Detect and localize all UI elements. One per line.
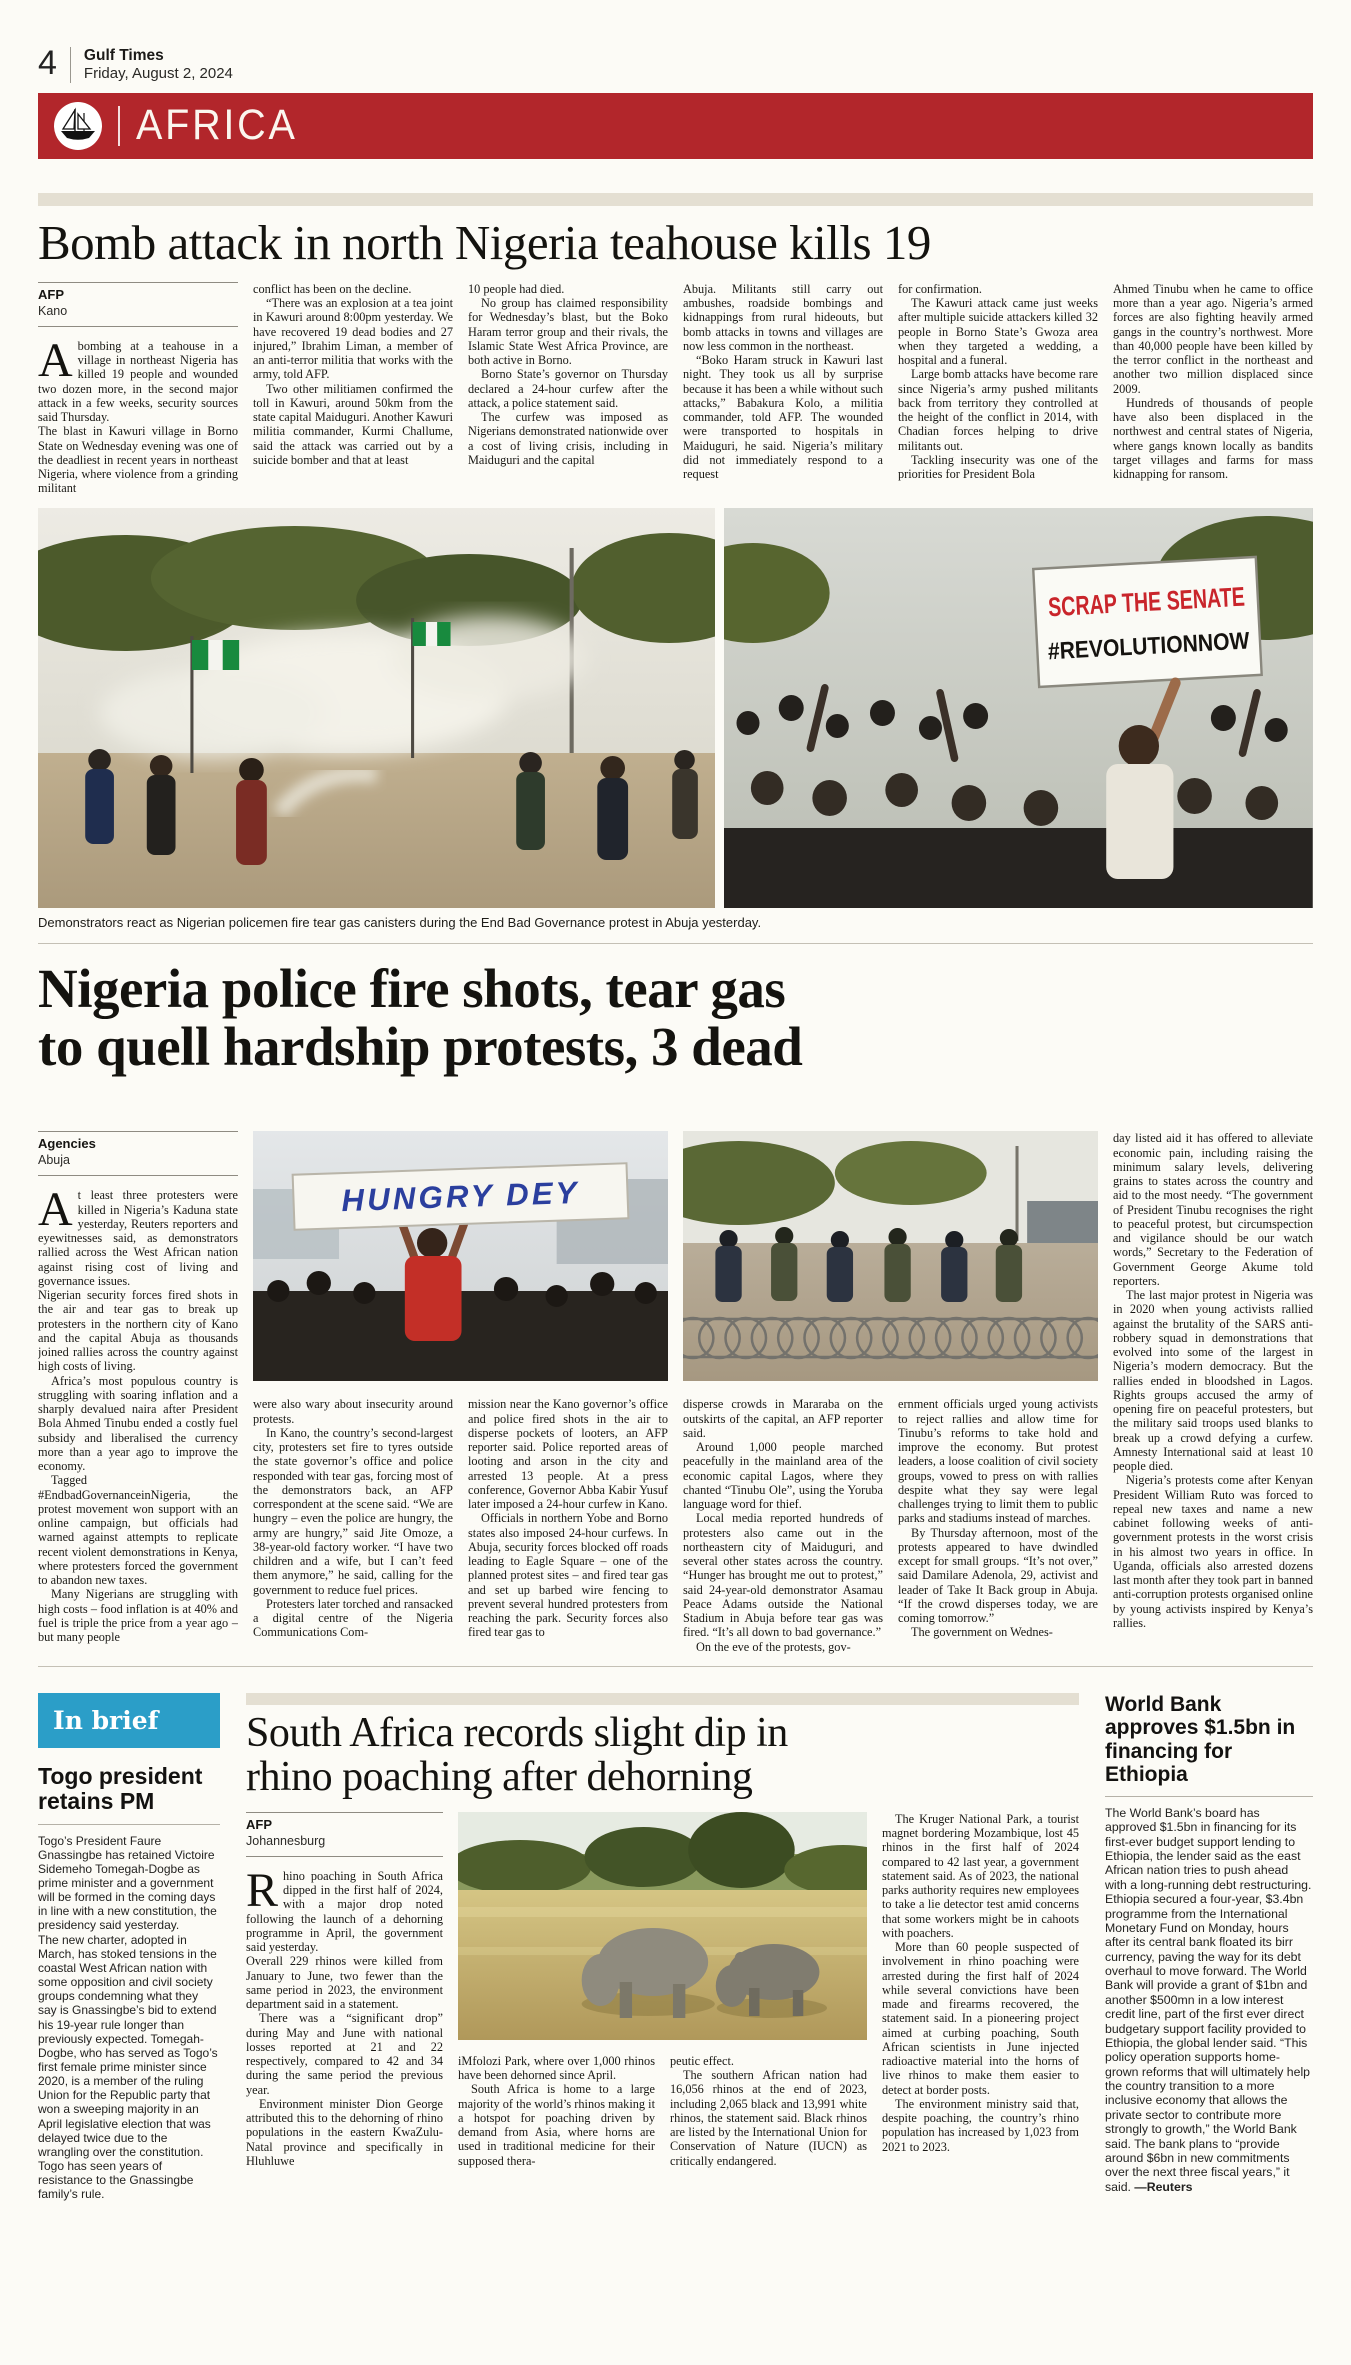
article4-text: The World Bank’s board has approved $1.5bn in financing for its first-ever budget support lending to Ethiopia, the lender said as the east African nation tries to push ahead with a long-running debt restructuring. Ethiopia secured a four-year, $3.4bn programme from the International Monetary Fund on Monday, hours after its central bank floated its birr currency, paving the way for its debt overhaul to move forward. The World Bank will provide a grant of $1bn and another $500mn in a low interest credit line, part of the first ever direct budgetary support facility provided to Ethiopia, the global lender said. “This policy operation supports home-grown reforms that will ultimately help the country transition to a more inclusive economy that allows the private sector to contribute more strongly to growth,” the World Bank said. The bank plans to “provide around $6bn in new commitments over the next three fiscal years,” it said.	[1105, 1805, 1312, 2194]
byline-city: Abuja	[38, 1153, 70, 1168]
article1-col5: for confirmation. The Kawuri attack came just weeks after multiple suicide attackers killed 32 people in Borno State’s Gwoza area when they targeted a wedding, a hospital and a funeral. Large bomb attacks have become rare since Nigeria’s army pushed militants back from territory they controlled at the height of the conflict in 2014, with Chadian forces helping to drive militants out. Tackling insecurity was one of the priorities for President Bola	[898, 281, 1098, 482]
article-bomb-attack	[38, 215, 1313, 931]
paper-name: Gulf Times	[83, 47, 164, 64]
article-world-bank	[1105, 1693, 1313, 2292]
article3-columns	[246, 1812, 1079, 2168]
byline	[246, 1812, 443, 1857]
byline-agency: Agencies	[38, 1136, 96, 1152]
article3-col2: iMfolozi Park, where over 1,000 rhinos have been dehorned since April. South Africa is home to a large majority of the world’s rhinos making it a hotspot for poaching driven by demand from Asia, where horns are used in traditional medicine for their supposed thera-	[458, 2053, 655, 2168]
article2-headline-line1: Nigeria police fire shots, tear gas	[38, 957, 786, 1019]
lead-text: bombing at a teahouse in a village in northeast Nigeria has killed 19 people and wounded two dozen more, in the second major attack in a few weeks, security sources said Thursday.	[38, 338, 238, 425]
article1-columns	[38, 282, 1313, 496]
page-number: 4	[38, 44, 57, 82]
photo-hungry-banner	[253, 1131, 668, 1381]
section-title: AFRICA	[136, 100, 298, 149]
article3-headline	[246, 1711, 1079, 1800]
article1-col2: conflict has been on the decline. “There was an explosion at a tea joint in Kawuri around 8:00pm yesterday. We have recovered 19 dead bodies and 27 injured,” Ibrahim Liman, a member of an anti-terror militia that works with the army, told AFP. Two other militiamen confirmed the toll in Kawuri, around 50km from the state capital Maiduguri. Another Kawuri militia commander, Kurmi Challume, said the attack was carried out by a suicide bomber and that at least	[253, 281, 453, 467]
world-bank-rule	[1105, 1796, 1313, 1797]
article1-col4: Abuja. Militants still carry out ambushes, roadside bombings and kidnappings from rural hideouts, but bomb attacks in towns and villages are now less common in the northeast. “Boko Haram struck in Kawuri last night. They took us all by surprise because it has been a while without such attacks,” Babakura Kolo, a militia commander, told AFP. The wounded were transported to hospitals in Maiduguri, he said. Nigeria’s military did not immediately respond to a request	[683, 281, 883, 482]
byline-city: Johannesburg	[246, 1833, 326, 1848]
lead-paragraph	[38, 333, 238, 425]
article2-col6: day listed aid it has offered to alleviate economic pain, including raising the minimum salary levels, delivering grains to states across the country and aid to the most needy. “The government of President Tinubu recognises the right to peaceful protest, but circumspection and vigilance should be our watch words,” Secretary to the Federation of Government George Akume told reporters. The last major protest in Nigeria was in 2020 when young activists rallied against the brutality of the SARS anti-robbery squad in demonstrations that evolved into some of the largest in Nigeria’s modern democracy. But the rallies ended in bloodshed in Lagos. Rights groups accused the army of opening fire on peaceful protesters, but the military said troops used blanks to break up a crowd defying a curfew. Amnesty International said at least 10 people died. Nigeria’s protests come after Kenyan President William Ruto was forced to repeal new taxes and name a new cabinet following weeks of anti-government protests in the worst crisis in his almost two years in office. In Uganda, officials also arrested dozens last month after they took part in banned anti-corruption protests organised online by young activists inspired by Kenya’s rallies.	[1113, 1131, 1313, 1630]
issue-date: Friday, August 2, 2024	[83, 64, 233, 82]
article3-col4: The Kruger National Park, a tourist magnet bordering Mozambique, lost 45 rhinos in the first half of 2024 compared to 42 last year, a government statement said. As of 2023, the national parks authority requires new employees to take a lie detector test amid concerns that some workers might be in cahoots with poachers. More than 60 people suspected of involvement in rhino poaching were arrested during the first half of 2024 while several convictions have been made and firearms recovered, the statement said. In a pioneering project aimed at curbing poaching, South African scientists in June injected radioactive material into the horns of live rhinos to make them easier to detect at border posts. The environment ministry said that, despite poaching, the country’s rhino population has increased by 1,023 from 2021 to 2023.	[882, 1811, 1079, 2154]
article-protests	[38, 957, 1313, 1654]
column-text: The blast in Kawuri village in Borno State on Wednesday evening was one of the deadliest in recent years in northeast Nigeria, where violence from a grinding militant	[38, 424, 238, 496]
article3-headline-line2: rhino poaching after dehorning	[246, 1754, 753, 1801]
separator-bar	[246, 1693, 1079, 1705]
article1-photos	[38, 508, 1313, 908]
masthead-divider	[70, 47, 71, 83]
photo-teargas-protest	[38, 508, 715, 908]
banner-divider	[118, 106, 120, 146]
byline	[38, 282, 238, 327]
placard-line2: #REVOLUTIONNOW	[1047, 625, 1269, 665]
article1-headline: Bomb attack in north Nigeria teahouse kills 19	[38, 215, 931, 270]
byline-agency: AFP	[38, 286, 64, 302]
article1-col3: 10 people had died. No group has claimed responsibility for Wednesday’s blast, but the Boko Haram terror group and their rivals, the Islamic State West Africa Province, are both active in Borno. Borno State’s governor on Thursday declared a 24-hour curfew after the attack, a police statement said. The curfew was imposed as Nigerians demonstrated nationwide over a cost of living crisis, including in Maiduguri and the capital	[468, 281, 668, 467]
article3-col1	[246, 1812, 443, 2168]
article3-headline-line1: South Africa records slight dip in	[246, 1709, 788, 1756]
article2-col3: mission near the Kano governor’s office and police fired shots in the air to disperse pockets of looters, an AFP reporter said. Police reported areas of looting and arson in the city and arrested 13 people. At a press conference, Governor Abba Kabir Yusuf later imposed a 24-hour curfew in Kano. Officials in northern Yobe and Borno states also imposed 24-hour curfews. In Abuja, security forces blocked off roads leading to Eagle Square – one of the planned protest sites – and fired tear gas and set up barbed wire fencing to prevent several hundred protesters from reaching the park. Security forces also fired tear gas to	[468, 1397, 668, 1640]
article-rhino-poaching	[246, 1693, 1079, 2292]
bottom-section	[38, 1680, 1313, 2292]
article2-col1	[38, 1131, 238, 1654]
placard-line1: SCRAP THE SENATE	[1047, 577, 1309, 623]
article2-columns	[38, 1131, 1313, 1654]
article1-col6: Ahmed Tinubu when he came to office more than a year ago. Nigeria’s armed forces are also fighting heavily armed gangs in the country’s northwest. More than 40,000 people have been killed by the terror conflict in the northeast and another two million displaced since 2009. Hundreds of thousands of people have also been displaced in the northwest and central states of Nigeria, where gangs known locally as bandits target villages and farms for mass kidnapping for ransom.	[1113, 281, 1313, 482]
article2-col5: ernment officials urged young activists to reject rallies and allow time for Tinubu’s reforms to take hold and improve the economy. But protest leaders, a loose coalition of civil society groups, vowed to press on with rallies despite what they say were legal challenges trying to limit them to public parks and stadiums instead of marches. By Thursday afternoon, most of the protests appeared to have dwindled except for small groups. “It’s not over,” said Damilare Adenola, 29, activist and leader of Take It Back group in Abuja. “If the crowd disperses today, we are coming tomorrow.” The government on Wednes-	[898, 1397, 1098, 1640]
in-brief-body: Togo’s President Faure Gnassingbe has retained Victoire Sidemeho Tomegah-Dogbe as prime minister and a government will be formed in the coming days in line with a new constitution, the presidency said yesterday. The new charter, adopted in March, has stoked tensions in the coastal West African nation with some opposition and civil society groups condemning what they say is Gnassingbe’s bid to extend his 19-year rule longer than previously expected. Tomegah-Dogbe, who has served as Togo’s first female prime minister since 2020, is a member of the ruling Union for the Republic party that won a sweeping majority in an April legislative election that was delayed twice due to the wrangling over the constitution. Togo has seen years of resistance to the Gnassingbe family’s rule.	[38, 1833, 218, 2202]
in-brief-rule	[38, 1824, 220, 1825]
lead-text: hino poaching in South Africa dipped in the first half of 2024, with a major drop noted following the launch of a dehorning programme in April, the government said yesterday.	[246, 1868, 443, 1955]
article2-headline	[38, 957, 1313, 1077]
article4-body	[1105, 1806, 1313, 2194]
in-brief-column	[38, 1693, 220, 2292]
article4-credit: —Reuters	[1134, 2179, 1193, 2194]
photo-scrap-senate-sign	[724, 508, 1313, 908]
drop-cap: A	[38, 333, 73, 387]
byline-agency: AFP	[246, 1816, 272, 1832]
section-divider	[38, 943, 1313, 944]
article4-headline: World Bank approves $1.5bn in financing for Ethiopia	[1105, 1692, 1296, 1787]
column-text: Nigerian security forces fired shots in the air and tear gas to break up protesters in the northern city of Kano and the capital Abuja as thousands joined rallies across the country against high costs of living. Africa’s most populous country is struggling with soaring inflation and a sharply devalued naira after President Bola Ahmed Tinubu ended a costly fuel subsidy and liberalised the currency more than a year ago to improve the economy. Tagged #EndbadGovernanceinNigeria, the protest movement won support with an online campaign, but officials had warned against attempts to replicate recent violent demonstrations in Kenya, where protesters forced the government to abandon new taxes. Many Nigerians are struggling with high costs – food inflation is at 40% and fuel is triple the price from a year ago – but many people	[38, 1288, 238, 1645]
section-divider	[38, 1666, 1313, 1667]
protest-banner-text: HUNGRY DEY	[340, 1175, 581, 1219]
photo-caption: Demonstrators react as Nigerian policemen fire tear gas canisters during the End Bad Governance protest in Abuja yesterday.	[38, 914, 762, 930]
masthead	[38, 0, 1313, 83]
in-brief-label: In brief	[38, 1693, 220, 1748]
column-text: Overall 229 rhinos were killed from January to June, two fewer than the same period in 2023, the environment department said in a statement. There was a “significant drop” during May and June with national losses reported at 21 and 22 respectively, compared to 42 and 34 during the same period the previous year. Environment minister Dion George attributed this to the dehorning of rhino populations in the eastern KwaZulu-Natal province and specifically in Hluhluwe	[246, 1954, 443, 2168]
in-brief-headline: Togo president retains PM	[38, 1762, 203, 1815]
drop-cap: A	[38, 1183, 73, 1237]
photo-rhinos-grazing	[458, 1812, 867, 2040]
byline	[38, 1131, 238, 1176]
byline-city: Kano	[38, 303, 68, 318]
drop-cap: R	[246, 1863, 279, 1917]
article1-col1	[38, 282, 238, 496]
dhow-logo-icon	[54, 102, 102, 150]
masthead-text	[84, 46, 233, 83]
lead-paragraph	[38, 1183, 238, 1288]
photo-police-razor-wire	[683, 1131, 1098, 1381]
separator-bar	[38, 193, 1313, 206]
lead-text: t least three protesters were killed in Nigeria’s Kaduna state yesterday, Reuters reporters and eyewitnesses said, as demonstrators rallied across the West African nation against rising cost of living and governance issues.	[38, 1188, 238, 1288]
article2-headline-line2: to quell hardship protests, 3 dead	[38, 1015, 803, 1077]
lead-paragraph	[246, 1863, 443, 1955]
article2-col4: disperse crowds in Mararaba on the outskirts of the capital, an AFP reporter said. Around 1,000 people marched peacefully in the mainland area of the economic capital Lagos, where they chanted “Tinubu Ole”, using the Yoruba language word for thief. Local media reported hundreds of protesters also came out in the northeastern city of Maiduguri, and several other states across the country. “Hunger has brought me out to protest,” said 24-year-old demonstrator Asamau Peace Adams outside the National Stadium in Abuja before tear gas was fired. “It’s all down to bad governance.” On the eve of the protests, gov-	[683, 1397, 883, 1654]
article3-col3: peutic effect. The southern African nation had 16,056 rhinos at the end of 2023, including 2,065 black and 13,991 white rhinos, the statement said. Black rhinos are listed by the International Union for Conservation of Nature (IUCN) as critically endangered.	[670, 2053, 867, 2168]
article2-col2: were also wary about insecurity around protests. In Kano, the country’s second-largest city, protesters set fire to tyres outside the state governor’s office and police responded with tear gas, forcing most of the demonstrators back, an AFP correspondent at the scene said. “We are hungry – even the police are hungry, the army are hungry,” said Jite Omoze, a 38-year-old factory worker. “I have two children and a wife, but I can’t feed them anymore,” he said, calling for the government to reduce fuel prices. Protesters later torched and ransacked a digital centre of the Nigeria Communications Com-	[253, 1397, 453, 1640]
section-banner	[38, 93, 1313, 159]
